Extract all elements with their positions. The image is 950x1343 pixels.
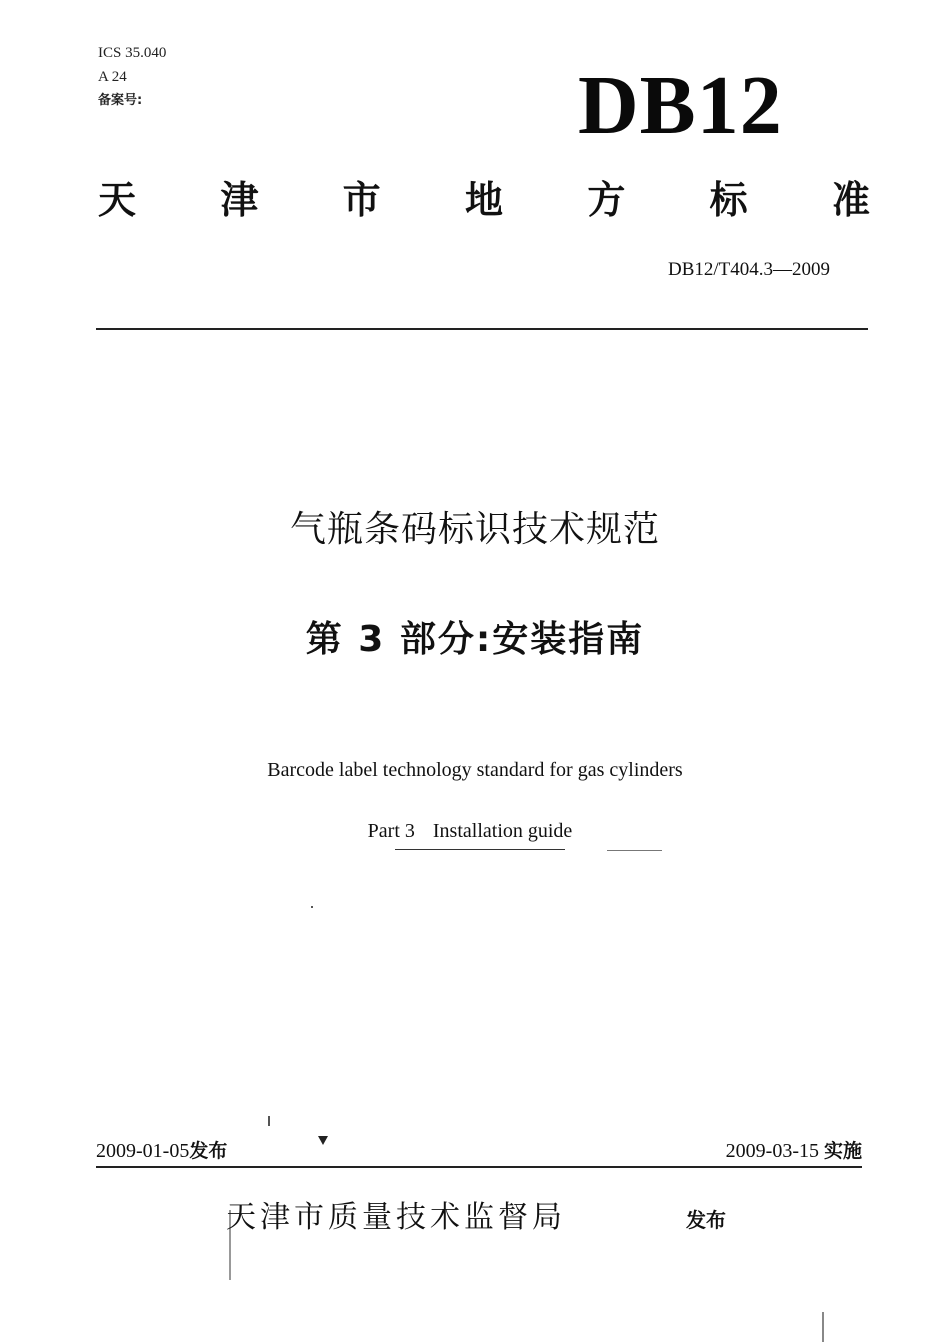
standard-number: DB12/T404.3—2009 — [667, 259, 830, 280]
title-english-main: Barcode label technology standard for gas cylinders — [267, 759, 683, 781]
issuing-authority-suffix: 发布 — [686, 1208, 726, 1232]
top-divider — [96, 328, 868, 330]
standard-type-char: 津 — [220, 178, 259, 222]
scan-artifact-line — [822, 1312, 824, 1342]
part-name: Installation guide — [432, 820, 573, 842]
standard-type-char: 准 — [831, 178, 870, 222]
standard-type-heading — [98, 174, 870, 226]
scan-underline-fragment — [607, 850, 662, 851]
issue-label: 发布 — [189, 1140, 228, 1162]
standard-code-mark: DB12 — [578, 59, 783, 152]
standard-type-char: 标 — [709, 178, 748, 222]
title-chinese-part: 第 3 部分:安装指南 — [305, 619, 645, 660]
issue-date: 2009-01-05 — [96, 1140, 190, 1162]
title-english-part — [0, 817, 945, 845]
scan-speck — [268, 1116, 270, 1126]
standard-type-char: 市 — [342, 178, 381, 222]
classification-code: A 24 — [98, 69, 127, 85]
issuing-authority: 天津市质量技术监督局 — [226, 1200, 566, 1235]
standard-type-char: 地 — [464, 178, 503, 222]
filing-number-label: 备案号: — [98, 93, 143, 108]
scan-speck — [311, 906, 313, 908]
standard-type-char: 方 — [587, 178, 626, 222]
issue-date-line — [96, 1138, 227, 1164]
part-number: Part 3 — [367, 820, 415, 842]
scan-speck — [318, 1136, 328, 1145]
effective-date: 2009-03-15 — [725, 1140, 819, 1162]
bottom-divider — [96, 1166, 862, 1168]
effective-date-line — [726, 1138, 862, 1164]
scan-underline — [395, 849, 565, 850]
effective-label: 实施 — [823, 1140, 862, 1162]
title-chinese-main: 气瓶条码标识技术规范 — [289, 509, 660, 550]
standard-type-char: 天 — [98, 178, 137, 222]
ics-code: ICS 35.040 — [98, 45, 167, 61]
